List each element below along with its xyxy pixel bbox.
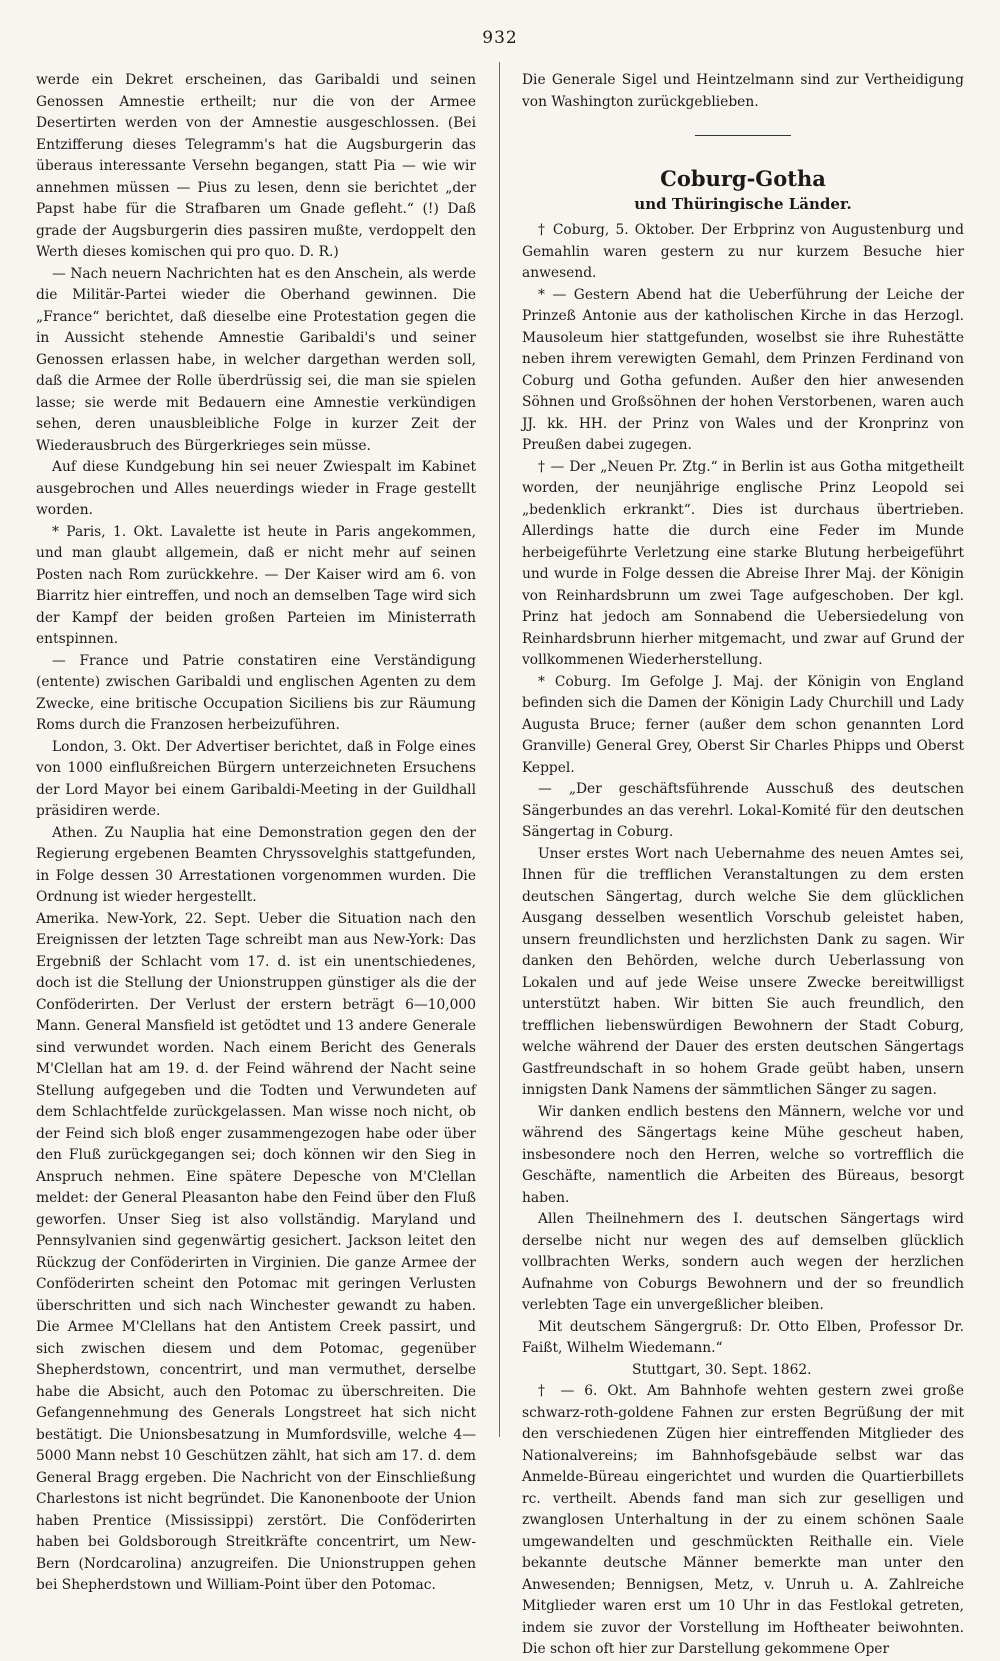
article-paragraph: Die Generale Sigel und Heintzelmann sind zur Vertheidigung von Washington zurückgeblieben. bbox=[522, 72, 964, 110]
section-heading: Coburg-Gotha bbox=[660, 166, 826, 191]
article-paragraph: Wir danken endlich bestens den Männern, welche vor und während des Sängertags keine Mühe gescheut haben, insbesondere noch den Herren, welche so vortrefflich die Geschäfte, namentlich die Arbeiten des Büreaus, besorgt haben. bbox=[522, 1103, 964, 1206]
article-paragraph: * Coburg. Im Gefolge J. Maj. der Königin von England befinden sich die Damen der Königin Lady Churchill und Lady Augusta Bruce; ferner (außer dem schon genannten Lord Granville) General Grey, Oberst Sir Charles Phipps und Oberst Keppel. bbox=[522, 673, 964, 776]
column-divider bbox=[499, 62, 500, 1437]
article-paragraph: — France und Patrie constatiren eine Verständigung (entente) zwischen Garibaldi und englischen Agenten zu dem Zwecke, eine britische Occupation Siciliens bis zur Räumung Roms durch die Franzosen herbeizuführen. bbox=[36, 652, 476, 733]
article-paragraph: Athen. Zu Nauplia hat eine Demonstration gegen den der Regierung ergebenen Beamten Chryssovelghis stattgefunden, in Folge dessen 30 Arrestationen vorgenommen wurden. Die Ordnung ist wieder hergestellt. bbox=[36, 824, 476, 905]
section-divider bbox=[695, 135, 791, 136]
article-paragraph: Unser erstes Wort nach Uebernahme des neuen Amtes sei, Ihnen für die trefflichen Veranstaltungen zu dem ersten deutschen Sängertag, durch welche Sie dem glücklichen Ausgang desselben wesentlich Vorschub geleistet haben, unsern freundlichsten und herzlichsten Dank zu sagen. Wir danken den Behörden, welche durch Ueberlassung von Lokalen und auf jede Weise unsere Zwecke bereitwilligst unterstützt haben. Wir bitten Sie auch freundlich, den trefflichen liebenswürdigen Bewohnern der Stadt Coburg, welche während der Dauer des ersten deutschen Sängertags Gastfreundschaft in so hohem Grade geübt haben, unsern innigsten Dank Namens der sämmtlichen Sänger zu sagen. bbox=[522, 845, 964, 1098]
article-paragraph: Allen Theilnehmern des I. deutschen Sängertags wird derselbe nicht nur wegen des auf demselben glücklich vollbrachten Werks, sondern auch wegen der herzlichen Aufnahme von Coburgs Bewohnern und der so freundlich verlebten Tage ein unvergeßlicher bleiben. bbox=[522, 1211, 964, 1313]
article-paragraph: London, 3. Okt. Der Advertiser berichtet, daß in Folge eines von 1000 einflußreichen Bürgern unterzeichneten Ersuchens der Lord Mayor bei einem Garibaldi-Meeting in der Guildhall präsidiren werde. bbox=[36, 738, 476, 819]
page-number: 932 bbox=[482, 28, 518, 48]
article-paragraph: † — Der „Neuen Pr. Ztg.“ in Berlin ist aus Gotha mitgetheilt worden, der neunjährige englische Prinz Leopold sei „bedenklich erkrankt“. Dies ist durchaus übertrieben. Allerdings hatte die durch eine Feder im Munde herbeigeführte Verletzung eine starke Blutung herbeigeführt und wurde in Folge dessen die Abreise Ihrer Maj. der Königin von Reinhardsbrunn um zwei Tage aufgeschoben. Der kgl. Prinz hat jedoch am Sonnabend die Uebersiedelung von Reinhardsbrunn hierher mitgemacht, und zwar auf Grund der vollkommenen Wiederherstellung. bbox=[522, 458, 964, 668]
right-column bbox=[522, 70, 964, 1661]
date-line: Stuttgart, 30. Sept. 1862. bbox=[632, 1361, 812, 1378]
article-paragraph: Amerika. New-York, 22. Sept. Ueber die Situation nach den Ereignissen der letzten Tage schreibt man aus New-York: Das Ergebniß der Schlacht vom 17. d. ist ein unentschiedenes, doch ist die Stellung der Unionstruppen günstiger als die der Conföderirten. Der Verlust der erstern beträgt 6—10,000 Mann. General Mansfield ist getödtet und 13 andere Generale sind verwundet worden. Nach einem Bericht des Generals M'Clellan hat am 19. d. der Feind während der Nacht seine Stellung aufgegeben und die Todten und Verwundeten auf dem Schlachtfelde zurückgelassen. Man wisse noch nicht, ob der Feind sich bloß enger zusammengezogen habe oder über den Fluß zurückgegangen sei; doch können wir den Sieg in Anspruch nehmen. Eine spätere Depesche von M'Clellan meldet: der General Pleasanton habe den Feind über den Fluß geworfen. Unser Sieg ist also vollständig. Maryland und Pennsylvanien sind gegenwärtig gesichert. Jackson leitet den Rückzug der Conföderirten in Virginien. Die ganze Armee der Conföderirten scheint den Potomac mit geringen Verlusten überschritten und sich nach Winchester gewandt zu haben. Die Armee M'Clellans hat den Antistem Creek passirt, und sich zwischen diesem und dem Potomac, gegenüber Shepherdstown, concentrirt, und man vermuthet, derselbe habe die Absicht, auch den Potomac zu überschreiten. Die Gefangennehmung des Generals Longstreet hat sich nicht bestätigt. Die Unionsbesatzung in Mumfordsville, welche 4—5000 Mann nebst 10 Geschützen zählt, hat sich am 17. d. dem General Bragg ergeben. Die Nachricht von der Einschließung Charlestons ist nicht begründet. Die Kanonenboote der Union haben Prentice (Mississippi) zerstört. Die Conföderirten haben bei Goldsborough Streitkräfte concentrirt, um New-Bern (Nordcarolina) anzugreifen. Die Unionstruppen gehen bei Shepherdstown und William-Point über den Potomac. bbox=[36, 910, 476, 1593]
article-paragraph: — Nach neuern Nachrichten hat es den Anschein, als werde die Militär-Partei wieder die Oberhand gewinnen. Die „France“ berichtet, daß dieselbe eine Protestation gegen die in Aussicht stehende Amnestie Garibaldi's und seiner Genossen erlassen habe, in welcher dargethan werden soll, daß die Armee der Rolle überdrüssig sei, die man sie spielen lasse; sie werde mit Bedauern eine Amnestie verkündigen sehen, deren unausbleibliche Folge in kurzer Zeit der Wiederausbruch des Bürgerkrieges sein müsse. bbox=[36, 265, 476, 454]
article-paragraph: Auf diese Kundgebung hin sei neuer Zwiespalt im Kabinet ausgebrochen und Alles neuerdings wieder in Frage gestellt worden. bbox=[36, 459, 476, 518]
article-paragraph: Mit deutschem Sängergruß: Dr. Otto Elben, Professor Dr. Faißt, Wilhelm Wiedemann.“ bbox=[522, 1318, 964, 1356]
article-paragraph: * Paris, 1. Okt. Lavalette ist heute in Paris angekommen, und man glaubt allgemein, daß er nicht mehr auf seinen Posten nach Rom zurückkehre. — Der Kaiser wird am 6. von Biarritz hier eintreffen, und noch an demselben Tage wird sich der Kampf der beiden großen Parteien im Ministerrath entspinnen. bbox=[36, 523, 476, 647]
article-paragraph: werde ein Dekret erscheinen, das Garibaldi und seinen Genossen Amnestie ertheilt; nur die von der Armee Desertirten werden von der Amnestie ausgeschlossen. (Bei Entzifferung dieses Telegramm's hat die Augsburgerin das überaus interessante Versehn begangen, statt Pia — wie wir annehmen müssen — Pius zu lesen, denn sie berichtet „der Papst habe für die Strafbaren um Gnade gefleht.“ (!) Daß grade der Augsburgerin dies passiren mußte, verdoppelt den Werth dieses komischen qui pro quo. D. R.) bbox=[36, 72, 476, 260]
left-column bbox=[36, 70, 476, 1597]
article-paragraph: † — 6. Okt. Am Bahnhofe wehten gestern zwei große schwarz-roth-goldene Fahnen zur ersten Begrüßung der mit den verschiedenen Zügen hier eintreffenden Mitglieder des Nationalvereins; im Bahnhofsgebäude selbst war das Anmelde-Büreau eingerichtet und wurden die Quartierbillets rc. vertheilt. Abends fand man sich zur geselligen und zwanglosen Unterhaltung in der zu einem schönen Saale umgewandelten und geschmückten Reithalle ein. Viele bekannte deutsche Männer bemerkte man unter den Anwesenden; Bennigsen, Metz, v. Unruh u. A. Zahlreiche Mitglieder waren erst um 10 Uhr in das Festlokal getreten, indem sie zuvor der Vorstellung im Hoftheater beiwohnten. Die schon oft hier zur Darstellung gekommene Oper bbox=[522, 1383, 964, 1657]
article-paragraph: * — Gestern Abend hat die Ueberführung der Leiche der Prinzeß Antonie aus der katholischen Kirche in das Herzogl. Mausoleum hier stattgefunden, woselbst sie ihre Ruhestätte neben ihrem verewigten Gemahl, dem Prinzen Ferdinand von Coburg und Gotha gefunden. Außer den hier anwesenden Söhnen und Großsöhnen der hohen Verstorbenen, waren auch JJ. kk. HH. der Prinz von Wales und der Kronprinz von Preußen dabei zugegen. bbox=[522, 286, 964, 453]
article-paragraph: † Coburg, 5. Oktober. Der Erbprinz von Augustenburg und Gemahlin waren gestern zu nur kurzem Besuche hier anwesend. bbox=[522, 222, 964, 281]
section-subheading: und Thüringische Länder. bbox=[634, 195, 852, 213]
article-paragraph: — „Der geschäftsführende Ausschuß des deutschen Sängerbundes an das verehrl. Lokal-Komité für den deutschen Sängertag in Coburg. bbox=[522, 781, 964, 840]
